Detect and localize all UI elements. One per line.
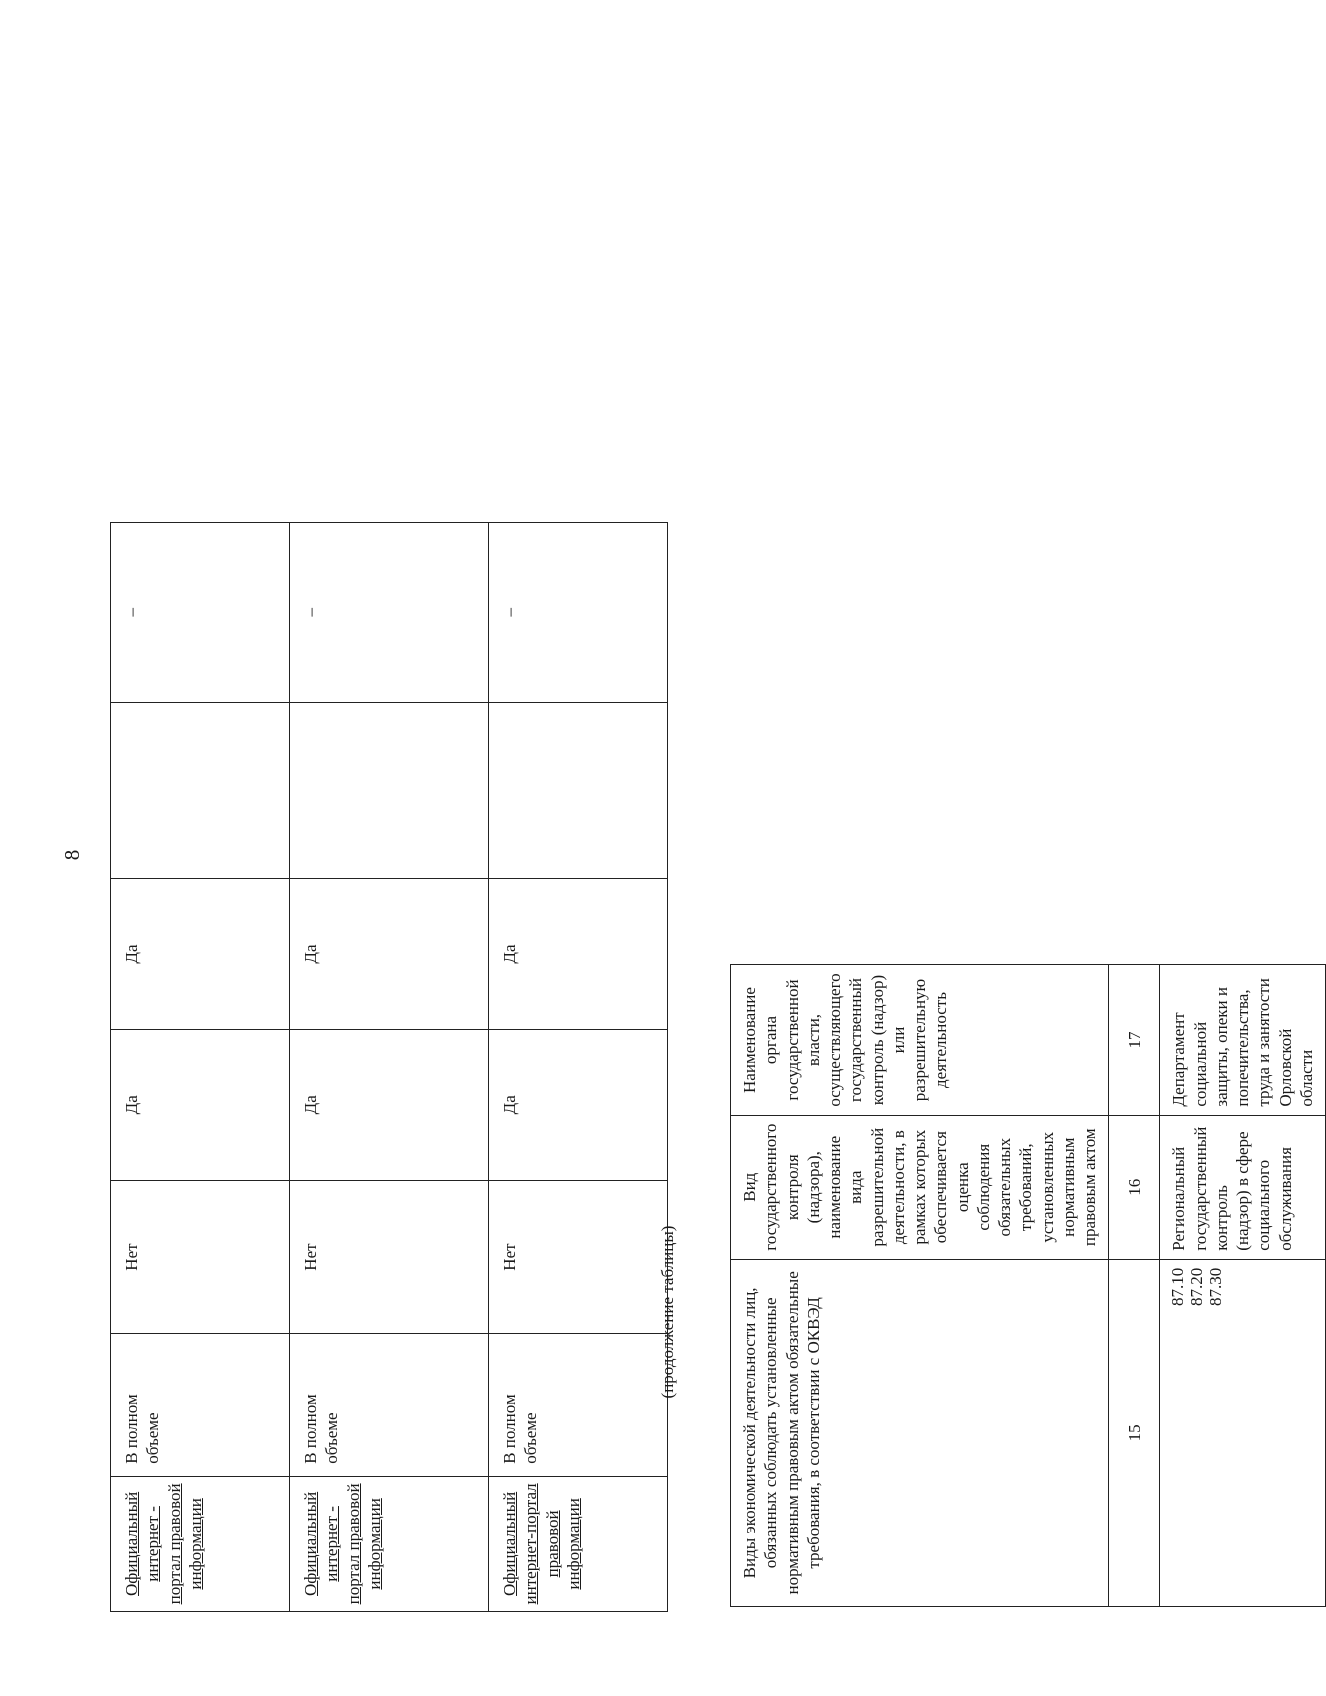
source-cell: Официальный интернет - портал правовой информации — [290, 1476, 489, 1611]
value-cell: Да — [290, 879, 489, 1030]
data-table-continued — [110, 522, 668, 1612]
header-row — [731, 965, 1109, 1607]
okved-control-table — [730, 964, 1326, 1607]
column-number: 16 — [1109, 1115, 1160, 1259]
value-cell: Нет — [290, 1180, 489, 1334]
value-cell: – — [111, 523, 290, 703]
value-cell — [489, 702, 668, 879]
value-cell: Да — [111, 879, 290, 1030]
column-number: 17 — [1109, 965, 1160, 1115]
table-row — [290, 523, 489, 1612]
value-cell: – — [290, 523, 489, 703]
value-cell: Нет — [489, 1180, 668, 1334]
value-cell: Нет — [111, 1180, 290, 1334]
value-cell: Да — [489, 879, 668, 1030]
header-okved: Виды экономической деятельности лиц, обязанных соблюдать установленные нормативным правовым актом обязательные требования, в соответствии с ОКВЭД — [731, 1259, 1109, 1606]
okved-code: 87.30 — [1206, 1267, 1226, 1306]
table-row — [1160, 965, 1326, 1607]
value-cell: Да — [290, 1029, 489, 1180]
page-number: 8 — [60, 849, 84, 861]
value-cell — [290, 702, 489, 879]
table-row — [111, 523, 290, 1612]
table-row — [489, 523, 668, 1612]
authority-cell: Департамент социальной защиты, опеки и попечительства, труда и занятости Орловской области — [1160, 965, 1326, 1115]
header-control-type: Вид государственного контроля (надзора), наименование вида разрешительной деятельности, в рамках которых обеспечивается оценка соблюдения обязательных требований, установленных нормативным правовым актом — [731, 1115, 1109, 1259]
scope-cell: В полном объеме — [290, 1334, 489, 1476]
control-type-cell: Региональный государственный контроль (надзор) в сфере социального обслуживания — [1160, 1115, 1326, 1259]
continuation-label: (продолжение таблицы) — [658, 1225, 677, 1399]
okved-codes-cell — [1160, 1259, 1326, 1606]
source-cell: Официальный интернет-портал правовой информации — [489, 1476, 668, 1611]
scope-cell: В полном объеме — [111, 1334, 290, 1476]
okved-code: 87.10 — [1168, 1267, 1188, 1306]
value-cell — [111, 702, 290, 879]
value-cell: – — [489, 523, 668, 703]
value-cell: Да — [489, 1029, 668, 1180]
column-number-row — [1109, 965, 1160, 1607]
column-number: 15 — [1109, 1259, 1160, 1606]
header-authority: Наименование органа государственной власти, осуществляющего государственный контроль (надзор) или разрешительную деятельность — [731, 965, 1109, 1115]
scope-cell: В полном объеме — [489, 1334, 668, 1476]
source-cell: Официальный интернет - портал правовой информации — [111, 1476, 290, 1611]
value-cell: Да — [111, 1029, 290, 1180]
okved-code: 87.20 — [1187, 1267, 1207, 1306]
